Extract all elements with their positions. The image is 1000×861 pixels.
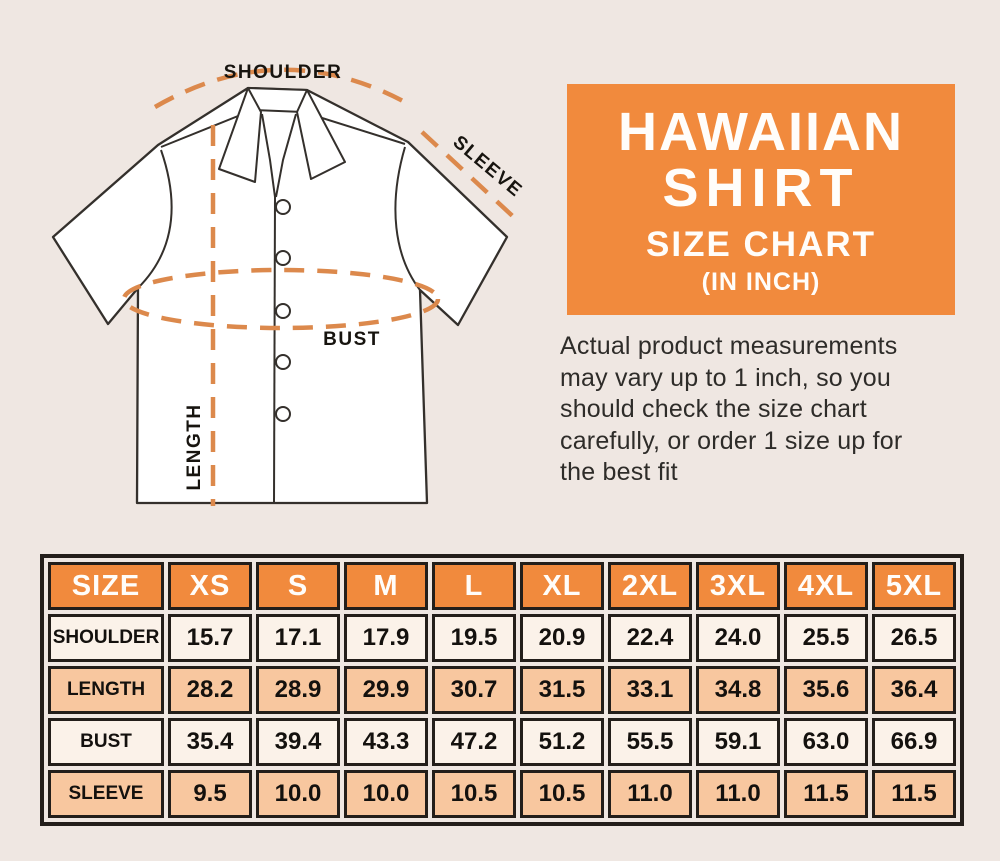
value-cell: 47.2 xyxy=(432,718,516,766)
shoulder-label: SHOULDER xyxy=(223,62,343,83)
sleeve-label: SLEEVE xyxy=(448,131,527,202)
header-cell-xs: XS xyxy=(168,562,252,610)
value-cell: 10.0 xyxy=(344,770,428,818)
value-cell: 15.7 xyxy=(168,614,252,662)
value-cell: 29.9 xyxy=(344,666,428,714)
table-row-sleeve xyxy=(48,770,956,818)
length-label: LENGTH xyxy=(184,403,205,491)
value-cell: 55.5 xyxy=(608,718,692,766)
shirt-measurement-diagram xyxy=(0,0,560,560)
value-cell: 24.0 xyxy=(696,614,780,662)
value-cell: 28.9 xyxy=(256,666,340,714)
value-cell: 10.5 xyxy=(432,770,516,818)
size-table-header-row xyxy=(48,562,956,610)
bust-label: BUST xyxy=(323,329,381,350)
value-cell: 33.1 xyxy=(608,666,692,714)
value-cell: 22.4 xyxy=(608,614,692,662)
value-cell: 51.2 xyxy=(520,718,604,766)
placket-line xyxy=(274,197,275,503)
header-cell-4xl: 4XL xyxy=(784,562,868,610)
value-cell: 11.0 xyxy=(696,770,780,818)
value-cell: 43.3 xyxy=(344,718,428,766)
shirt-outline xyxy=(53,88,507,503)
table-row-shoulder xyxy=(48,614,956,662)
title-box xyxy=(567,84,955,315)
header-cell-5xl: 5XL xyxy=(872,562,956,610)
value-cell: 11.0 xyxy=(608,770,692,818)
description-line: may vary up to 1 inch, so you xyxy=(560,363,891,392)
value-cell: 34.8 xyxy=(696,666,780,714)
table-row-bust xyxy=(48,718,956,766)
row-label-bust: BUST xyxy=(48,718,164,766)
value-cell: 11.5 xyxy=(872,770,956,818)
table-row-length xyxy=(48,666,956,714)
title-line-shirt: SHIRT xyxy=(662,157,860,218)
value-cell: 9.5 xyxy=(168,770,252,818)
value-cell: 11.5 xyxy=(784,770,868,818)
title-line-size-chart: SIZE CHART xyxy=(646,224,876,264)
row-label-sleeve: SLEEVE xyxy=(48,770,164,818)
value-cell: 39.4 xyxy=(256,718,340,766)
description-line: Actual product measurements xyxy=(560,332,898,360)
value-cell: 17.1 xyxy=(256,614,340,662)
value-cell: 10.5 xyxy=(520,770,604,818)
value-cell: 26.5 xyxy=(872,614,956,662)
value-cell: 10.0 xyxy=(256,770,340,818)
value-cell: 30.7 xyxy=(432,666,516,714)
value-cell: 35.6 xyxy=(784,666,868,714)
header-cell-l: L xyxy=(432,562,516,610)
description-line: the best fit xyxy=(560,458,678,486)
title-line-unit: (IN INCH) xyxy=(701,267,821,296)
header-cell-size: SIZE xyxy=(48,562,164,610)
value-cell: 35.4 xyxy=(168,718,252,766)
value-cell: 59.1 xyxy=(696,718,780,766)
value-cell: 63.0 xyxy=(784,718,868,766)
value-cell: 19.5 xyxy=(432,614,516,662)
value-cell: 17.9 xyxy=(344,614,428,662)
description-line: carefully, or order 1 size up for xyxy=(560,426,903,455)
title-line-hawaiian: HAWAIIAN xyxy=(618,101,904,162)
description-text xyxy=(560,331,980,489)
header-cell-m: M xyxy=(344,562,428,610)
header-cell-xl: XL xyxy=(520,562,604,610)
header-cell-s: S xyxy=(256,562,340,610)
value-cell: 66.9 xyxy=(872,718,956,766)
size-table xyxy=(44,558,960,822)
header-cell-3xl: 3XL xyxy=(696,562,780,610)
value-cell: 36.4 xyxy=(872,666,956,714)
row-label-length: LENGTH xyxy=(48,666,164,714)
row-label-shoulder: SHOULDER xyxy=(48,614,164,662)
size-table-frame xyxy=(40,554,964,826)
value-cell: 31.5 xyxy=(520,666,604,714)
description-line: should check the size chart xyxy=(560,395,867,423)
header-cell-2xl: 2XL xyxy=(608,562,692,610)
value-cell: 20.9 xyxy=(520,614,604,662)
value-cell: 28.2 xyxy=(168,666,252,714)
value-cell: 25.5 xyxy=(784,614,868,662)
